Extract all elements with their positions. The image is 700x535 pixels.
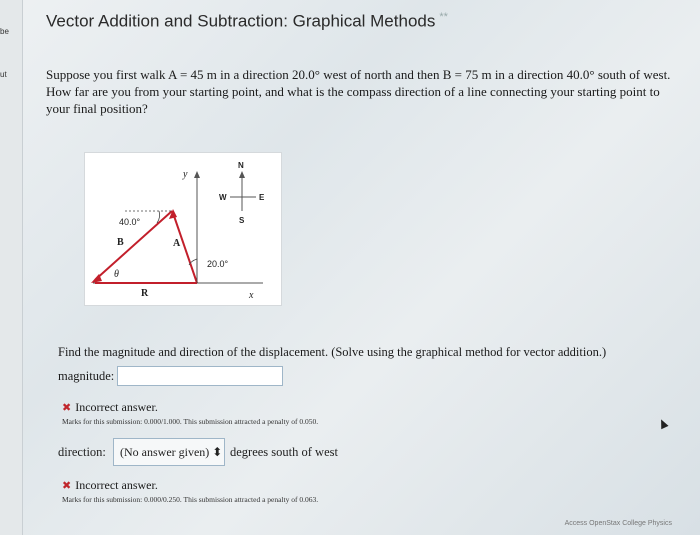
x-axis-label: x [249,290,254,301]
compass-north-arrow [239,171,245,178]
compass-n: N [238,161,244,170]
vector-a-arrowhead [169,209,177,219]
angle-a-label: 20.0° [207,259,229,269]
page-title-text: Vector Addition and Subtraction: Graphical Methods [46,11,436,31]
label-b: B [117,237,124,248]
direction-selected-value: (No answer given) ⬍ [120,445,223,459]
footer-source-link[interactable]: Access OpenStax College Physics [564,520,672,527]
mouse-cursor-icon [657,418,668,430]
sidebar-label-1: be [0,27,9,36]
incorrect-icon: ✖ [62,401,72,414]
compass-w: W [219,193,227,202]
left-sidebar [0,0,23,535]
label-r: R [141,288,149,299]
direction-dropdown[interactable] [113,438,225,466]
incorrect-icon: ✖ [62,479,72,492]
compass-e: E [259,193,265,202]
direction-units: degrees south of west [230,445,338,459]
magnitude-feedback-text: Incorrect answer. [75,400,158,414]
vector-figure [84,152,282,306]
question-text: Suppose you first walk A = 45 m in a direction 20.0° west of north and then B = 75 m in a direction 40.0° south of west. How far are you from your starting point, and what is the compass direction of a line connecting your starting point to your final position? [46,67,671,116]
magnitude-input[interactable] [117,366,283,386]
y-axis-arrow [194,171,200,178]
difficulty-stars: ** [439,11,448,23]
part-prompt: Find the magnitude and direction of the displacement. (Solve using the graphical method for vector addition.) [58,345,607,359]
label-a: A [173,238,181,249]
magnitude-feedback [62,400,318,426]
direction-feedback [62,478,318,504]
direction-marks-note: Marks for this submission: 0.000/0.250. This submission attracted a penalty of 0.063. [62,495,319,504]
page-title [46,11,448,32]
y-axis-label: y [183,169,188,180]
vector-diagram [85,153,281,305]
direction-row [58,438,398,466]
direction-label: direction: [58,445,106,459]
label-theta: θ [114,269,119,280]
direction-feedback-text: Incorrect answer. [75,478,158,492]
compass-s: S [239,216,245,225]
magnitude-marks-note: Marks for this submission: 0.000/1.000. This submission attracted a penalty of 0.050. [62,417,319,426]
angle-b-label: 40.0° [119,217,141,227]
sidebar-label-2: ut [0,70,7,79]
magnitude-label: magnitude: [58,369,115,383]
